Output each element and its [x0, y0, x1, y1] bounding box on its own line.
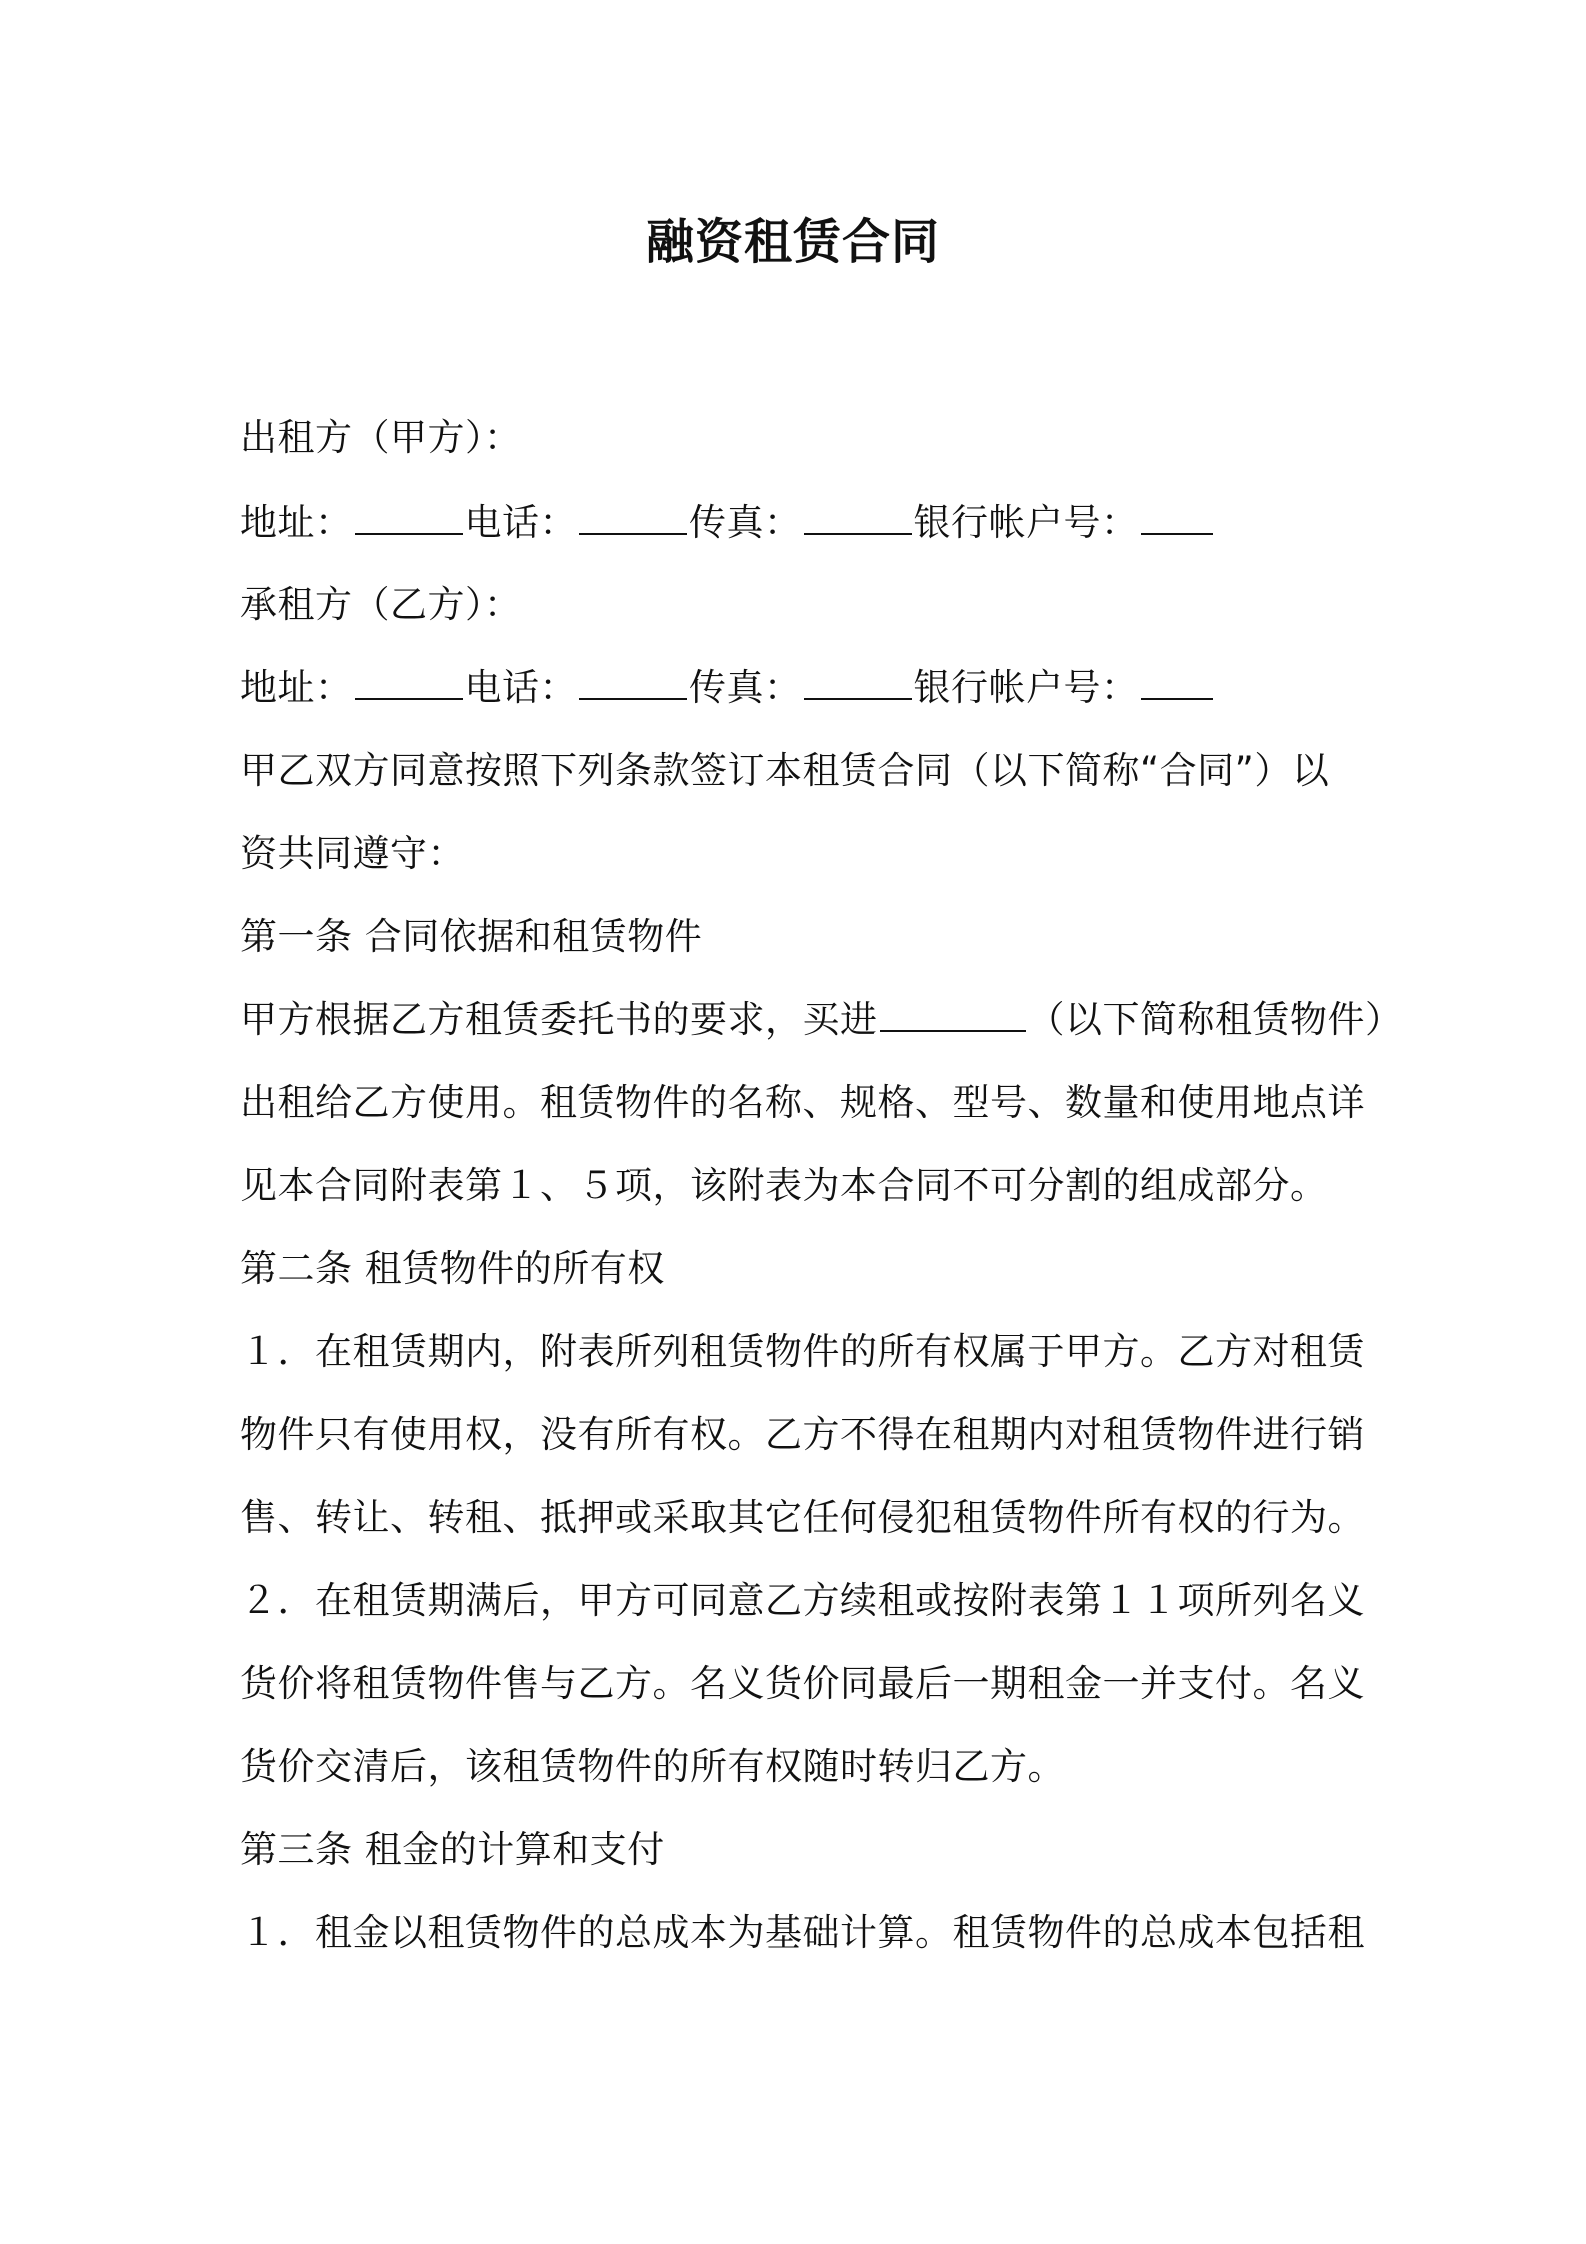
document-title: 融资租赁合同: [645, 214, 940, 270]
address-blank: [355, 664, 463, 700]
article-2-line: 货价将租赁物件售与乙方。名义货价同最后一期租金一并支付。名义: [240, 1662, 1365, 1705]
address-label: 地址：: [240, 666, 353, 709]
article-1-heading: 第一条 合同依据和租赁物件: [240, 915, 703, 958]
fax-blank: [804, 499, 912, 535]
phone-label: 电话：: [464, 501, 577, 544]
phone-blank: [579, 664, 687, 700]
lessee-contact-line: [240, 663, 1360, 713]
bank-account-label: 银行帐户号：: [913, 666, 1139, 709]
article-1-line: 出租给乙方使用。租赁物件的名称、规格、型号、数量和使用地点详: [240, 1081, 1365, 1124]
intro-line: 甲乙双方同意按照下列条款签订本租赁合同（以下简称“合同”）以: [240, 749, 1330, 792]
fax-label: 传真：: [689, 666, 802, 709]
bank-account-label: 银行帐户号：: [913, 501, 1139, 544]
address-blank: [355, 499, 463, 535]
article-3-heading: 第三条 租金的计算和支付: [240, 1828, 665, 1871]
article-1-text: （以下简称租赁物件）: [1027, 998, 1403, 1041]
article-2-line: 售、转让、转租、抵押或采取其它任何侵犯租赁物件所有权的行为。: [240, 1496, 1365, 1539]
fax-blank: [804, 664, 912, 700]
article-3-line: １．租金以租赁物件的总成本为基础计算。租赁物件的总成本包括租: [240, 1911, 1365, 1954]
leased-item-blank: [880, 996, 1026, 1032]
bank-account-blank: [1141, 499, 1213, 535]
lessee-heading: 承租方（乙方）：: [240, 583, 522, 626]
lessor-heading: 出租方（甲方）：: [240, 416, 522, 459]
phone-label: 电话：: [464, 666, 577, 709]
fax-label: 传真：: [689, 501, 802, 544]
phone-blank: [579, 499, 687, 535]
lessor-contact-line: [240, 498, 1360, 548]
article-2-line: 物件只有使用权，没有所有权。乙方不得在租期内对租赁物件进行销: [240, 1413, 1365, 1456]
article-2-line: １．在租赁期内，附表所列租赁物件的所有权属于甲方。乙方对租赁: [240, 1330, 1365, 1373]
article-1-text: 甲方根据乙方租赁委托书的要求，买进: [240, 998, 878, 1041]
article-2-line: ２．在租赁期满后，甲方可同意乙方续租或按附表第１１项所列名义: [240, 1579, 1365, 1622]
intro-line: 资共同遵守：: [240, 832, 465, 875]
bank-account-blank: [1141, 664, 1213, 700]
address-label: 地址：: [240, 501, 353, 544]
article-1-line: [240, 995, 1403, 1045]
article-2-heading: 第二条 租赁物件的所有权: [240, 1247, 665, 1290]
article-1-line: 见本合同附表第１、５项，该附表为本合同不可分割的组成部分。: [240, 1164, 1328, 1207]
article-2-line: 货价交清后，该租赁物件的所有权随时转归乙方。: [240, 1745, 1065, 1788]
